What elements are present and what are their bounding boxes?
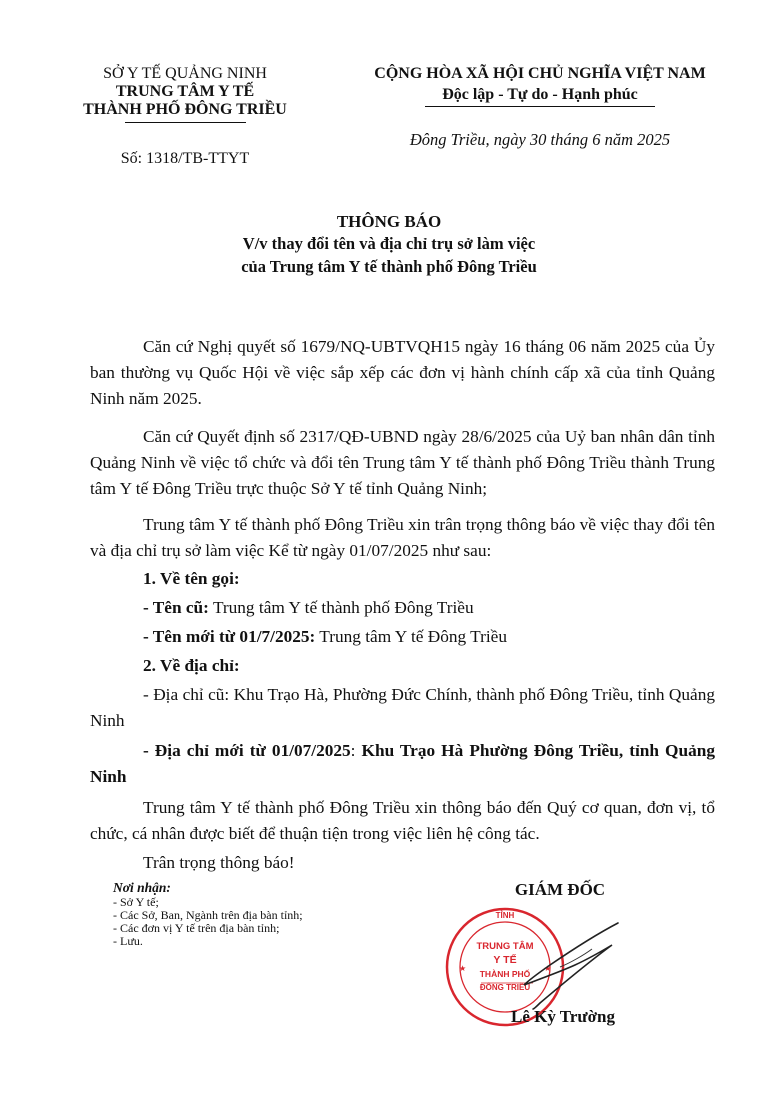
section1-heading: 1. Về tên gọi: — [143, 569, 240, 588]
paragraph-announcement: Trung tâm Y tế thành phố Đông Triều xin trân trọng thông báo về việc thay đổi tên và địa chỉ trụ sở làm việc Kể từ ngày 01/07/2025 như sau: — [90, 515, 715, 560]
paragraph-closing-notice: Trung tâm Y tế thành phố Đông Triều xin thông báo đến Quý cơ quan, đơn vị, tổ chức, cá nhân được biết để thuận tiện trong việc liên hệ công tác. — [90, 798, 715, 843]
agency-block — [60, 65, 310, 119]
new-name-line — [90, 624, 715, 650]
agency-parent: SỞ Y TẾ QUẢNG NINH — [103, 65, 267, 82]
handwritten-signature — [500, 905, 640, 1015]
signer-title: GIÁM ĐỐC — [514, 880, 606, 899]
recipients-block — [113, 880, 413, 948]
agency-name-line1: TRUNG TÂM Y TẾ — [115, 83, 255, 100]
new-address — [90, 738, 715, 790]
doc-number: Số: 1318/TB-TTYT — [120, 150, 250, 167]
old-name-line — [90, 595, 715, 621]
paragraph-legal-basis-2: Căn cứ Quyết định số 2317/QĐ-UBND ngày 28/6/2025 của Uỷ ban nhân dân tỉnh Quảng Ninh về việc tổ chức và đổi tên Trung tâm Y tế thành phố Đông Triều thành Trung tâm Y tế Đông Triều trực thuộc Sở Y tế tỉnh Quảng Ninh; — [90, 427, 715, 498]
stamp-star-right: ★ — [544, 964, 552, 973]
signer-name: Lê Kỳ Trường — [511, 1007, 615, 1026]
old-name-label: - Tên cũ: — [143, 598, 209, 617]
recipients-heading: Nơi nhận: — [113, 880, 171, 895]
old-name-value: Trung tâm Y tế thành phố Đông Triều — [208, 598, 474, 617]
recipient-item: - Lưu. — [113, 934, 143, 948]
stamp-line1: TRUNG TÂM — [476, 941, 534, 952]
subject-line2: của Trung tâm Y tế thành phố Đông Triều — [241, 257, 537, 276]
nation-title: CỘNG HÒA XÃ HỘI CHỦ NGHĨA VIỆT NAM — [374, 65, 706, 82]
old-address: - Địa chỉ cũ: Khu Trạo Hà, Phường Đức Chính, thành phố Đông Triều, tỉnh Quảng Ninh — [90, 685, 715, 730]
recipient-item: - Các Sở, Ban, Ngành trên địa bàn tỉnh; — [113, 908, 303, 922]
paragraph-legal-basis-1: Căn cứ Nghị quyết số 1679/NQ-UBTVQH15 ngày 16 tháng 06 năm 2025 của Ủy ban thường vụ Quốc Hội về việc sắp xếp các đơn vị hành chính cấp xã của tỉnh Quảng Ninh năm 2025. — [90, 337, 715, 408]
stamp-top-text: TỈNH — [495, 911, 515, 920]
new-address-value: Khu Trạo Hà Phường Đông Triều, tỉnh Quảng Ninh — [90, 741, 715, 786]
new-address-colon: : — [350, 741, 356, 760]
stamp-line2: Y TẾ — [493, 954, 517, 966]
recipient-item: - Các đơn vị Y tế trên địa bàn tỉnh; — [113, 921, 280, 935]
stamp-star-left: ★ — [459, 964, 467, 973]
agency-underline — [125, 122, 246, 123]
new-name-label: - Tên mới từ 01/7/2025: — [143, 627, 316, 646]
motto: Độc lập - Tự do - Hạnh phúc — [442, 86, 638, 103]
subject-line1: V/v thay đổi tên và địa chỉ trụ sở làm việc — [242, 234, 536, 253]
closing-greeting: Trân trọng thông báo! — [143, 853, 295, 872]
place-date: Đông Triều, ngày 30 tháng 6 năm 2025 — [409, 130, 671, 149]
stamp-line3: THÀNH PHỐ — [479, 969, 531, 979]
section2-heading: 2. Về địa chỉ: — [143, 656, 240, 675]
doc-type: THÔNG BÁO — [336, 212, 442, 231]
motto-underline — [425, 106, 655, 107]
agency-name-line2: THÀNH PHỐ ĐÔNG TRIỀU — [83, 101, 287, 118]
stamp-line4: ĐÔNG TRIỀU — [479, 983, 531, 992]
recipient-item: - Sở Y tế; — [113, 895, 159, 909]
new-address-label: - Địa chỉ mới từ 01/07/2025 — [143, 741, 351, 760]
new-name-value: Trung tâm Y tế Đông Triều — [315, 627, 507, 646]
